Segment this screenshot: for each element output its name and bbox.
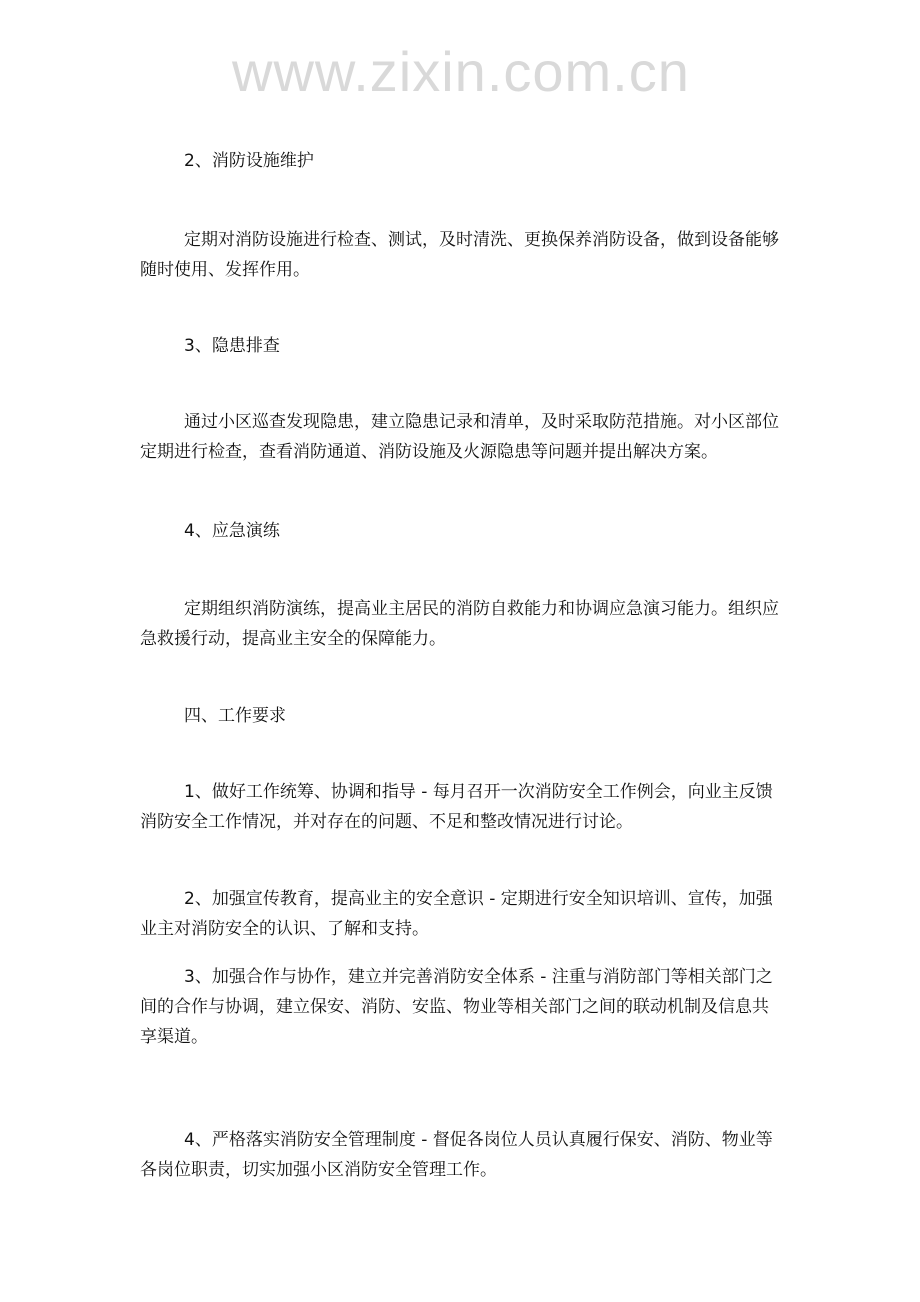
line: 2、消防设施维护	[184, 151, 314, 171]
line: 2、加强宣传教育，提高业主的安全意识 - 定期进行安全知识培训、宣传，加强	[184, 889, 773, 909]
paragraph-requirement-2	[140, 884, 810, 944]
line: 业主对消防安全的认识、了解和支持。	[140, 919, 429, 939]
line: 4、应急演练	[184, 521, 280, 541]
paragraph-requirement-3	[140, 962, 810, 1052]
paragraph-facility-maintenance	[140, 225, 810, 285]
paragraph-requirement-4	[140, 1125, 810, 1185]
heading-work-requirements	[140, 701, 810, 731]
line: 1、做好工作统筹、协调和指导 - 每月召开一次消防安全工作例会，向业主反馈	[184, 782, 773, 802]
line: 3、隐患排查	[184, 336, 280, 356]
paragraph-emergency-drill	[140, 594, 810, 654]
line: 四、工作要求	[184, 706, 286, 726]
watermark: www.zixin.com.cn	[232, 40, 690, 103]
line: 4、严格落实消防安全管理制度 - 督促各岗位人员认真履行保安、消防、物业等	[184, 1130, 773, 1150]
line: 定期进行检查，查看消防通道、消防设施及火源隐患等问题并提出解决方案。	[140, 442, 718, 462]
line: 定期对消防设施进行检查、测试，及时清洗、更换保养消防设备，做到设备能够	[184, 230, 779, 250]
line: 享渠道。	[140, 1027, 208, 1047]
line: 间的合作与协调，建立保安、消防、安监、物业等相关部门之间的联动机制及信息共	[140, 997, 769, 1017]
heading-facility-maintenance	[140, 146, 810, 176]
line: 定期组织消防演练，提高业主居民的消防自救能力和协调应急演习能力。组织应	[184, 599, 779, 619]
line: 各岗位职责，切实加强小区消防安全管理工作。	[140, 1160, 497, 1180]
paragraph-requirement-1	[140, 777, 810, 837]
heading-emergency-drill	[140, 516, 810, 546]
heading-hazard-inspection	[140, 331, 810, 361]
line: 随时使用、发挥作用。	[140, 260, 310, 280]
line: 急救援行动，提高业主安全的保障能力。	[140, 629, 446, 649]
line: 通过小区巡查发现隐患，建立隐患记录和清单，及时采取防范措施。对小区部位	[184, 412, 779, 432]
line: 3、加强合作与协作，建立并完善消防安全体系 - 注重与消防部门等相关部门之	[184, 967, 773, 987]
line: 消防安全工作情况，并对存在的问题、不足和整改情况进行讨论。	[140, 812, 633, 832]
paragraph-hazard-inspection	[140, 407, 810, 467]
